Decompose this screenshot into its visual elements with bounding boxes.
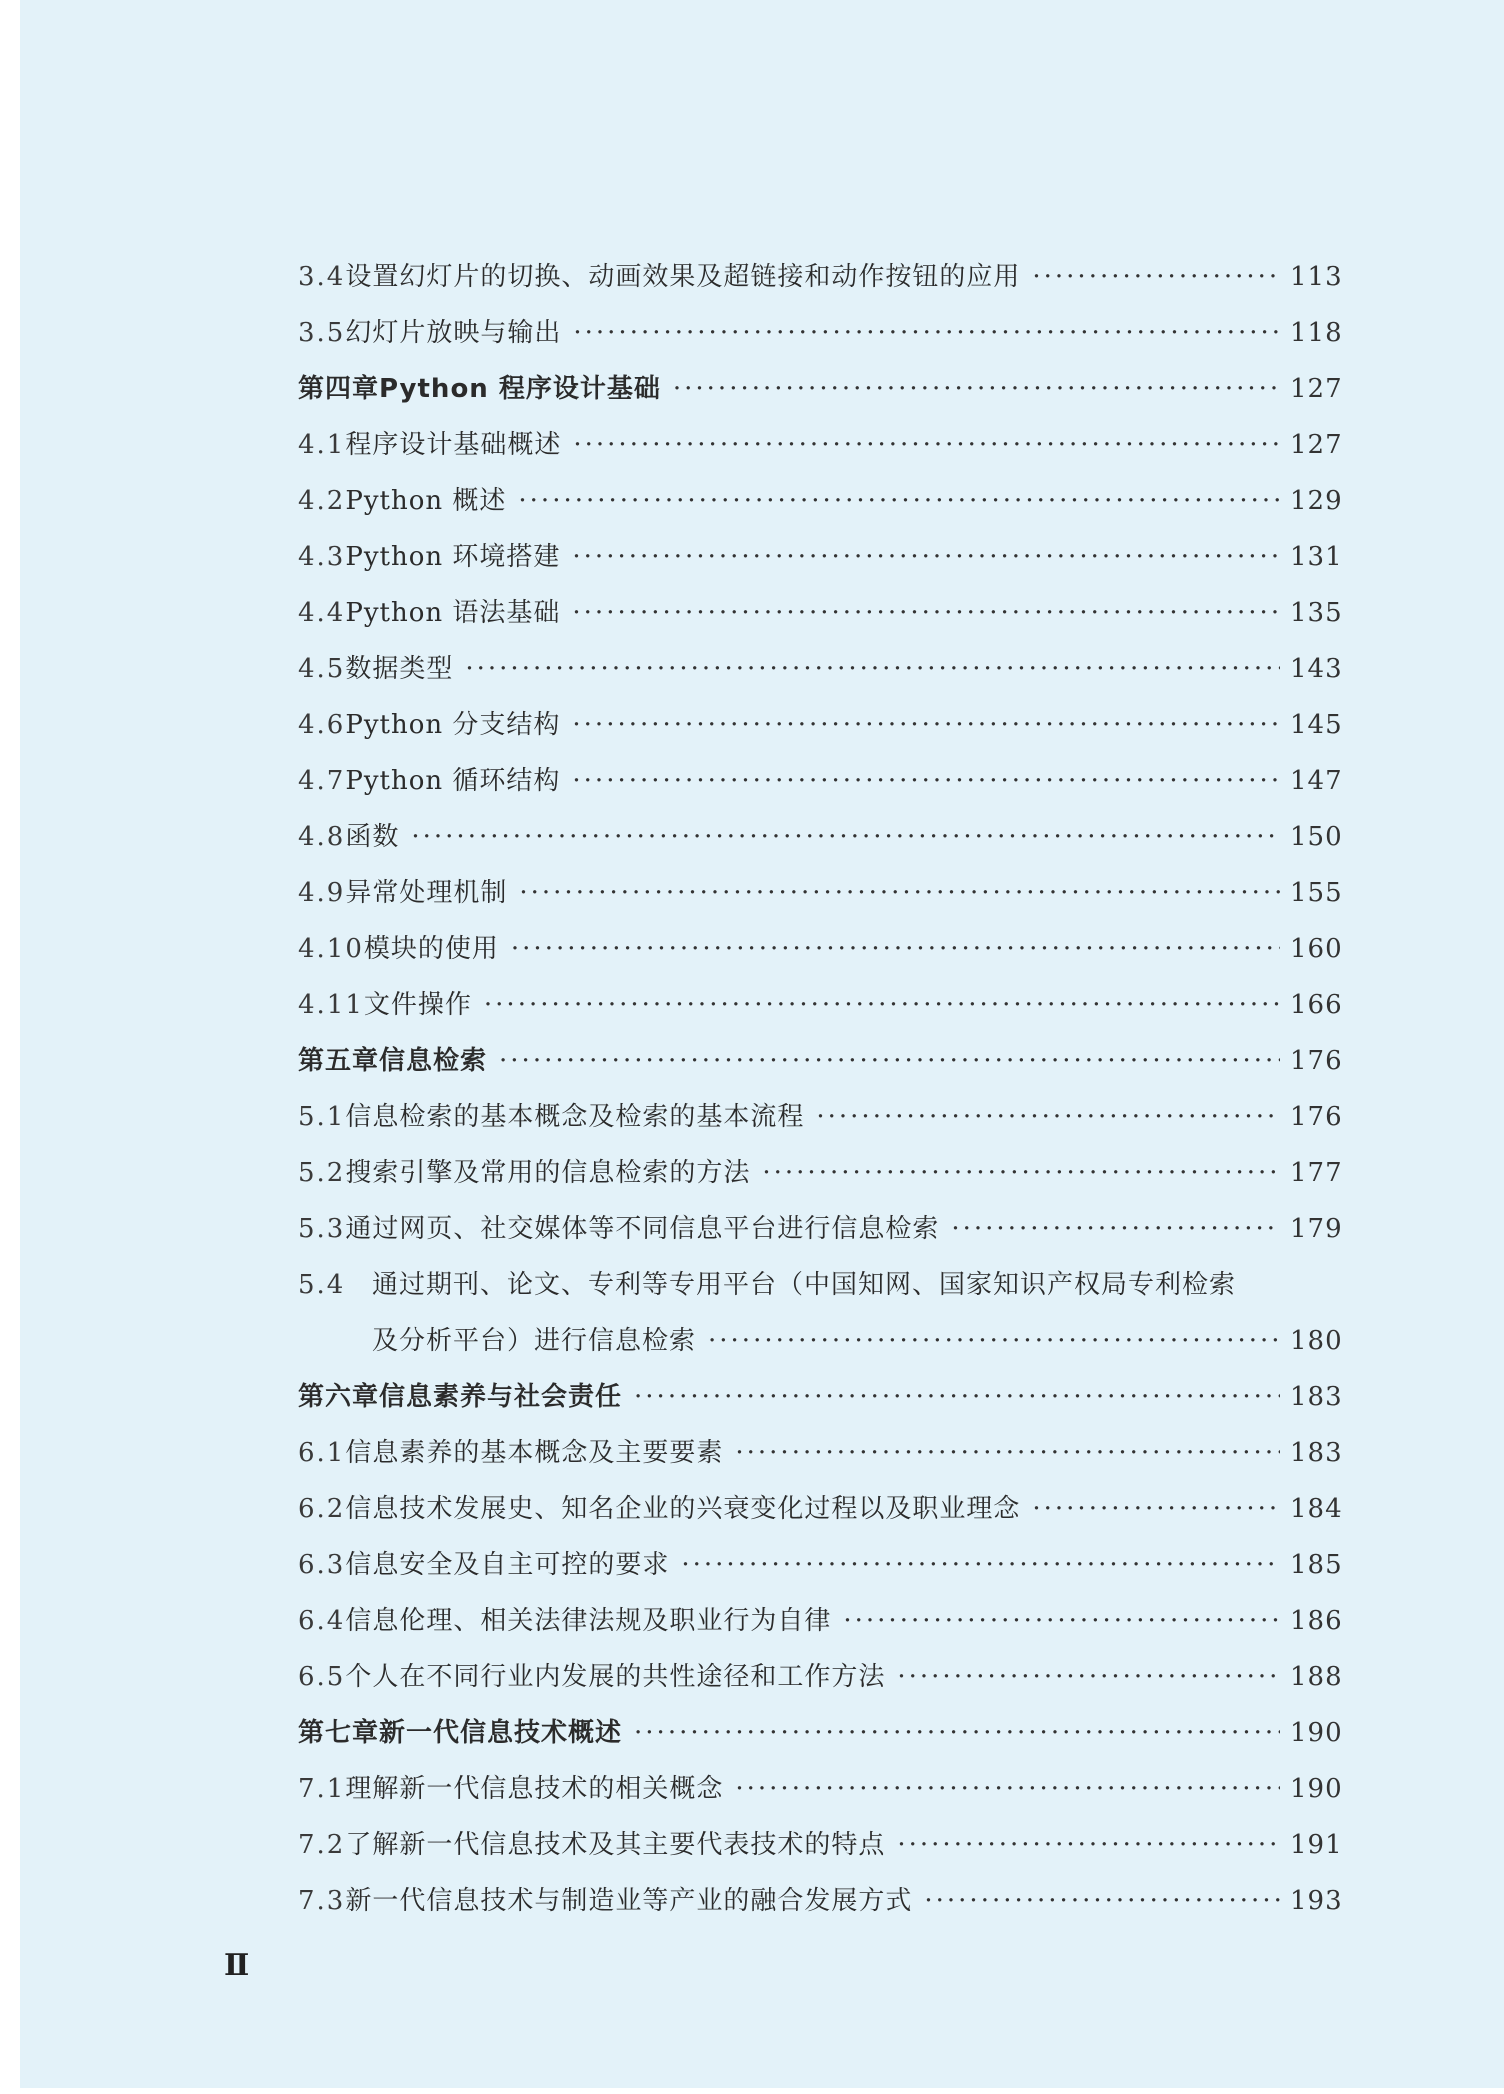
chapter-number: 第五章 xyxy=(298,1046,380,1076)
section-title: 及分析平台）进行信息检索 xyxy=(372,1326,697,1356)
page-number: 150 xyxy=(1290,822,1343,852)
page-number: 177 xyxy=(1290,1158,1343,1188)
section-number: 6.3 xyxy=(298,1550,346,1580)
section-number: 6.5 xyxy=(298,1662,346,1692)
toc-section-row xyxy=(298,1817,1342,1873)
page-number: 186 xyxy=(1290,1606,1343,1636)
page-number: 188 xyxy=(1290,1662,1343,1692)
toc-chapter-row xyxy=(298,1033,1342,1089)
dot-leader xyxy=(843,1593,1280,1649)
toc-section-row xyxy=(298,1537,1342,1593)
chapter-number: 第七章 xyxy=(298,1718,380,1748)
section-title: Python 循环结构 xyxy=(345,766,561,796)
dot-leader xyxy=(816,1089,1280,1145)
chapter-number: 第四章 xyxy=(298,374,380,404)
page-number: 179 xyxy=(1290,1214,1343,1244)
dot-leader xyxy=(735,1425,1280,1481)
section-number: 7.1 xyxy=(298,1774,346,1804)
dot-leader xyxy=(572,585,1280,641)
dot-leader xyxy=(572,529,1280,585)
section-title: 数据类型 xyxy=(345,654,454,684)
dot-leader xyxy=(762,1145,1280,1201)
section-number: 5.2 xyxy=(298,1158,346,1188)
dot-leader xyxy=(897,1817,1280,1873)
page-number: 176 xyxy=(1290,1046,1343,1076)
dot-leader xyxy=(951,1201,1280,1257)
toc-section-row xyxy=(298,641,1342,697)
section-title: 搜索引擎及常用的信息检索的方法 xyxy=(345,1158,751,1188)
dot-leader xyxy=(634,1369,1280,1425)
section-title: 文件操作 xyxy=(363,990,472,1020)
dot-leader xyxy=(499,1033,1280,1089)
toc-section-row xyxy=(298,865,1342,921)
page-number: 143 xyxy=(1290,654,1343,684)
toc-section-row xyxy=(298,753,1342,809)
page-number: 113 xyxy=(1290,262,1343,292)
toc-section-row xyxy=(298,1481,1342,1537)
section-number: 4.10 xyxy=(298,934,364,964)
dot-leader xyxy=(572,697,1280,753)
chapter-title: 信息检索 xyxy=(379,1046,488,1076)
toc-section-row xyxy=(298,417,1342,473)
section-title: 异常处理机制 xyxy=(345,878,508,908)
section-title: 信息素养的基本概念及主要要素 xyxy=(345,1438,724,1468)
toc-section-row xyxy=(298,529,1342,585)
dot-leader xyxy=(573,305,1280,361)
section-number: 4.4 xyxy=(298,598,346,628)
page-number: 191 xyxy=(1290,1830,1343,1860)
section-number: 4.7 xyxy=(298,766,346,796)
page-number: 160 xyxy=(1290,934,1343,964)
section-title: Python 概述 xyxy=(345,486,507,516)
page-number: 166 xyxy=(1290,990,1343,1020)
dot-leader xyxy=(465,641,1280,697)
section-title: 理解新一代信息技术的相关概念 xyxy=(345,1774,724,1804)
toc-section-row xyxy=(298,1257,1342,1313)
toc-section-row xyxy=(298,977,1342,1033)
section-number: 5.1 xyxy=(298,1102,346,1132)
dot-leader xyxy=(735,1761,1280,1817)
toc-chapter-row xyxy=(298,1705,1342,1761)
toc-section-row xyxy=(298,473,1342,529)
section-title: 设置幻灯片的切换、动画效果及超链接和动作按钮的应用 xyxy=(345,262,1021,292)
dot-leader xyxy=(572,753,1280,809)
toc-section-row xyxy=(298,1145,1342,1201)
section-title: 个人在不同行业内发展的共性途径和工作方法 xyxy=(345,1662,886,1692)
section-number: 4.6 xyxy=(298,710,346,740)
page-number: 176 xyxy=(1290,1102,1343,1132)
toc-section-row xyxy=(298,1201,1342,1257)
section-number: 4.5 xyxy=(298,654,346,684)
dot-leader xyxy=(1032,1481,1280,1537)
section-number: 7.2 xyxy=(298,1830,346,1860)
page-number: 183 xyxy=(1290,1382,1343,1412)
dot-leader xyxy=(924,1873,1280,1929)
page-number: 145 xyxy=(1290,710,1343,740)
toc-section-row xyxy=(298,585,1342,641)
section-title: 幻灯片放映与输出 xyxy=(345,318,562,348)
section-number: 6.2 xyxy=(298,1494,346,1524)
toc-section-row xyxy=(298,1873,1342,1929)
dot-leader xyxy=(518,473,1280,529)
section-number: 4.2 xyxy=(298,486,346,516)
section-title: 了解新一代信息技术及其主要代表技术的特点 xyxy=(345,1830,886,1860)
toc-chapter-row xyxy=(298,1369,1342,1425)
page-number: 129 xyxy=(1290,486,1343,516)
page-number: 118 xyxy=(1290,318,1343,348)
chapter-title: 信息素养与社会责任 xyxy=(379,1382,623,1412)
page-number: 155 xyxy=(1290,878,1343,908)
section-title: 通过期刊、论文、专利等专用平台（中国知网、国家知识产权局专利检索 xyxy=(372,1270,1237,1300)
toc-section-row xyxy=(298,1089,1342,1145)
toc-section-row xyxy=(298,1761,1342,1817)
dot-leader xyxy=(673,361,1280,417)
page-number: 184 xyxy=(1290,1494,1343,1524)
section-title: Python 语法基础 xyxy=(345,598,561,628)
section-number: 4.1 xyxy=(298,430,346,460)
document-page xyxy=(20,0,1504,2088)
dot-leader xyxy=(519,865,1280,921)
section-title: 函数 xyxy=(345,822,400,852)
section-title: Python 分支结构 xyxy=(345,710,561,740)
page-number: 185 xyxy=(1290,1550,1343,1580)
toc-section-row xyxy=(298,305,1342,361)
table-of-contents xyxy=(298,249,1342,1929)
dot-leader xyxy=(708,1313,1280,1369)
dot-leader xyxy=(634,1705,1280,1761)
page-number: 190 xyxy=(1290,1774,1343,1804)
section-title: 信息伦理、相关法律法规及职业行为自律 xyxy=(345,1606,832,1636)
toc-section-row xyxy=(298,921,1342,977)
section-title: 模块的使用 xyxy=(363,934,499,964)
section-title: 信息技术发展史、知名企业的兴衰变化过程以及职业理念 xyxy=(345,1494,1021,1524)
section-title: 信息检索的基本概念及检索的基本流程 xyxy=(345,1102,805,1132)
chapter-number: 第六章 xyxy=(298,1382,380,1412)
toc-section-row xyxy=(298,809,1342,865)
toc-section-continuation-row xyxy=(298,1313,1342,1369)
dot-leader xyxy=(573,417,1280,473)
dot-leader xyxy=(1032,249,1280,305)
chapter-title: Python 程序设计基础 xyxy=(379,374,661,404)
dot-leader xyxy=(511,921,1280,977)
toc-section-row xyxy=(298,1425,1342,1481)
section-number: 4.8 xyxy=(298,822,346,852)
page-number: 147 xyxy=(1290,766,1343,796)
page-number: 193 xyxy=(1290,1886,1343,1916)
section-number: 6.4 xyxy=(298,1606,346,1636)
dot-leader xyxy=(484,977,1280,1033)
page-number: 127 xyxy=(1290,374,1343,404)
section-number: 5.3 xyxy=(298,1214,346,1244)
page-number: 183 xyxy=(1290,1438,1343,1468)
section-number: 7.3 xyxy=(298,1886,346,1916)
page-number: 127 xyxy=(1290,430,1343,460)
toc-section-row xyxy=(298,697,1342,753)
section-number: 5.4 xyxy=(298,1270,346,1300)
dot-leader xyxy=(897,1649,1280,1705)
section-number: 4.11 xyxy=(298,990,364,1020)
page-number-marker: Ⅱ xyxy=(224,1948,250,1983)
dot-leader xyxy=(411,809,1280,865)
section-title: 新一代信息技术与制造业等产业的融合发展方式 xyxy=(345,1886,913,1916)
section-title: Python 环境搭建 xyxy=(345,542,561,572)
section-title: 通过网页、社交媒体等不同信息平台进行信息检索 xyxy=(345,1214,940,1244)
section-number: 3.4 xyxy=(298,262,346,292)
page-number: 180 xyxy=(1290,1326,1343,1356)
section-number: 3.5 xyxy=(298,318,346,348)
page-number: 190 xyxy=(1290,1718,1343,1748)
toc-section-row xyxy=(298,1593,1342,1649)
section-title: 程序设计基础概述 xyxy=(345,430,562,460)
section-title: 信息安全及自主可控的要求 xyxy=(345,1550,670,1580)
section-number: 4.9 xyxy=(298,878,346,908)
toc-chapter-row xyxy=(298,361,1342,417)
toc-section-row xyxy=(298,1649,1342,1705)
dot-leader xyxy=(681,1537,1280,1593)
toc-section-row xyxy=(298,249,1342,305)
section-number: 6.1 xyxy=(298,1438,346,1468)
page-number: 131 xyxy=(1290,542,1343,572)
chapter-title: 新一代信息技术概述 xyxy=(379,1718,623,1748)
section-number: 4.3 xyxy=(298,542,346,572)
page-number: 135 xyxy=(1290,598,1343,628)
